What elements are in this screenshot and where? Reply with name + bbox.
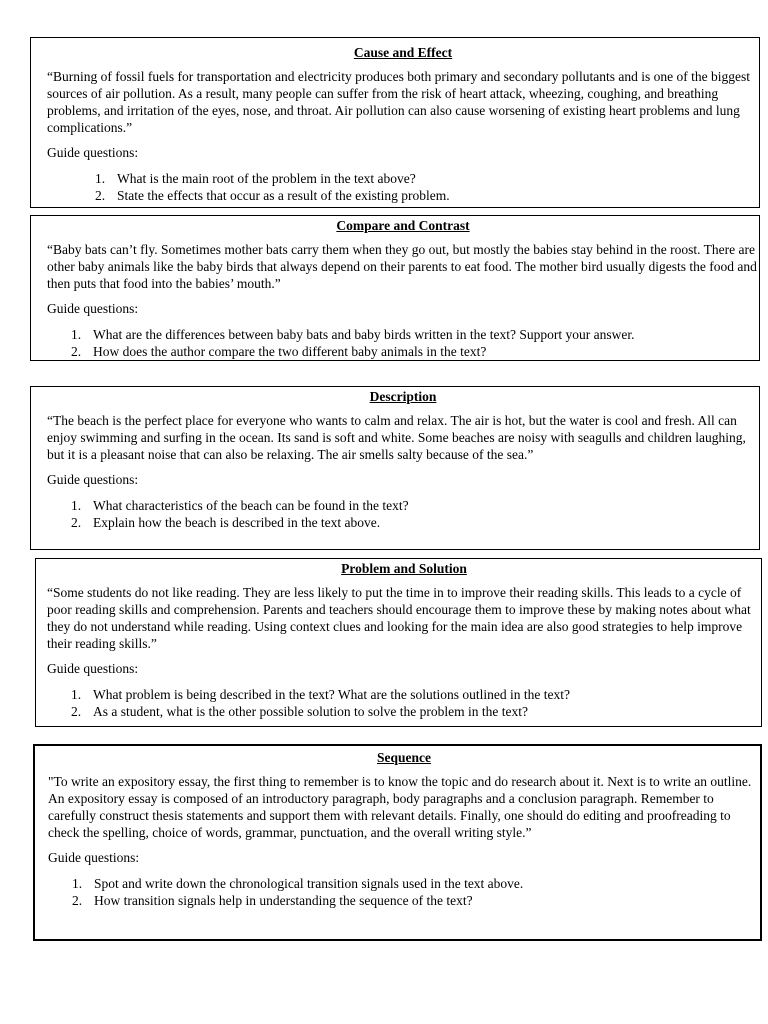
section-heading: Compare and Contrast bbox=[336, 218, 470, 233]
guide-questions-label: Guide questions: bbox=[47, 145, 139, 160]
question-number: 2. bbox=[72, 893, 83, 908]
question-text: What characteristics of the beach can be found in the text? bbox=[93, 498, 409, 513]
question-number: 2. bbox=[71, 344, 82, 359]
question-text: What problem is being described in the text? What are the solutions outlined in the text? bbox=[93, 687, 570, 702]
section-description bbox=[30, 386, 760, 550]
question-number: 1. bbox=[72, 876, 83, 891]
guide-questions-list bbox=[48, 875, 760, 909]
section-passage: “Baby bats can’t fly. Sometimes mother bats carry them when they go out, but mostly the babies stay behind in the roost. There are other baby animals like the baby birds that always depend on their parents to eat food. The mother bird usually digests the food and then puts that food into the babies’ mouth.” bbox=[47, 242, 757, 291]
question-number: 2. bbox=[95, 188, 106, 203]
section-cause-and-effect bbox=[30, 37, 760, 208]
question-number: 2. bbox=[71, 704, 82, 719]
guide-questions-list bbox=[47, 170, 759, 204]
list-item bbox=[47, 187, 759, 204]
question-text: State the effects that occur as a result of the existing problem. bbox=[117, 188, 450, 203]
list-item bbox=[47, 343, 759, 360]
list-item bbox=[48, 892, 760, 909]
guide-questions-label: Guide questions: bbox=[47, 661, 139, 676]
list-item bbox=[47, 703, 761, 720]
question-number: 1. bbox=[71, 687, 82, 702]
section-passage: “Some students do not like reading. They are less likely to put the time in to improve their reading skills. This leads to a cycle of poor reading skills and comprehension. Parents and teachers should encourage them to improve these by making notes about what they do not understand while reading. Using context clues and looking for the main idea are also good strategies to help improve their reading skills.” bbox=[47, 585, 751, 651]
question-number: 1. bbox=[71, 327, 82, 342]
question-text: As a student, what is the other possible solution to solve the problem in the text? bbox=[93, 704, 528, 719]
question-number: 2. bbox=[71, 515, 82, 530]
question-text: Explain how the beach is described in the text above. bbox=[93, 515, 381, 530]
section-sequence bbox=[33, 744, 762, 941]
guide-questions-label: Guide questions: bbox=[48, 850, 140, 865]
section-problem-and-solution bbox=[35, 558, 762, 727]
guide-questions-list bbox=[47, 686, 761, 720]
section-passage: "To write an expository essay, the first thing to remember is to know the topic and do research about it. Next is to write an outline. An expository essay is composed of an introductory paragraph, body paragraphs and a conclusion paragraph. Remember to carefully construct thesis statements and support them with relevant details. Finally, one should do editing and proofreading to check the spelling, choice of words, grammar, punctuation, and the overall writing style.” bbox=[48, 774, 752, 840]
question-number: 1. bbox=[95, 171, 106, 186]
guide-questions-label: Guide questions: bbox=[47, 472, 139, 487]
section-heading: Description bbox=[369, 389, 437, 404]
section-heading: Problem and Solution bbox=[341, 561, 467, 576]
question-text: How does the author compare the two different baby animals in the text? bbox=[93, 344, 487, 359]
list-item bbox=[47, 514, 759, 531]
guide-questions-list bbox=[47, 326, 759, 360]
guide-questions-list bbox=[47, 497, 759, 531]
list-item bbox=[47, 170, 759, 187]
list-item bbox=[47, 326, 759, 343]
question-text: How transition signals help in understanding the sequence of the text? bbox=[94, 893, 473, 908]
section-compare-and-contrast bbox=[30, 215, 760, 361]
guide-questions-label: Guide questions: bbox=[47, 301, 139, 316]
question-text: Spot and write down the chronological transition signals used in the text above. bbox=[94, 876, 524, 891]
section-heading: Sequence bbox=[377, 750, 431, 765]
question-text: What is the main root of the problem in the text above? bbox=[117, 171, 416, 186]
section-passage: “Burning of fossil fuels for transportation and electricity produces both primary and secondary pollutants and is one of the biggest sources of air pollution. As a result, many people can suffer from the risk of heart attack, wheezing, coughing, and breathing problems, and irritation of the eyes, nose, and throat. Air pollution can also cause worsening of existing heart problems and lung complications.” bbox=[47, 69, 750, 135]
list-item bbox=[48, 875, 760, 892]
section-passage: “The beach is the perfect place for everyone who wants to calm and relax. The air is hot, but the water is cool and fresh. All can enjoy swimming and surfing in the ocean. Its sand is soft and white. Some beaches are noisy with seagulls and children laughing, but it is a pleasant noise that can also be relaxing. The air smells salty because of the sea.” bbox=[47, 413, 746, 462]
section-heading: Cause and Effect bbox=[353, 45, 453, 60]
question-text: What are the differences between baby bats and baby birds written in the text? Support your answer. bbox=[93, 327, 635, 342]
list-item bbox=[47, 686, 761, 703]
question-number: 1. bbox=[71, 498, 82, 513]
list-item bbox=[47, 497, 759, 514]
